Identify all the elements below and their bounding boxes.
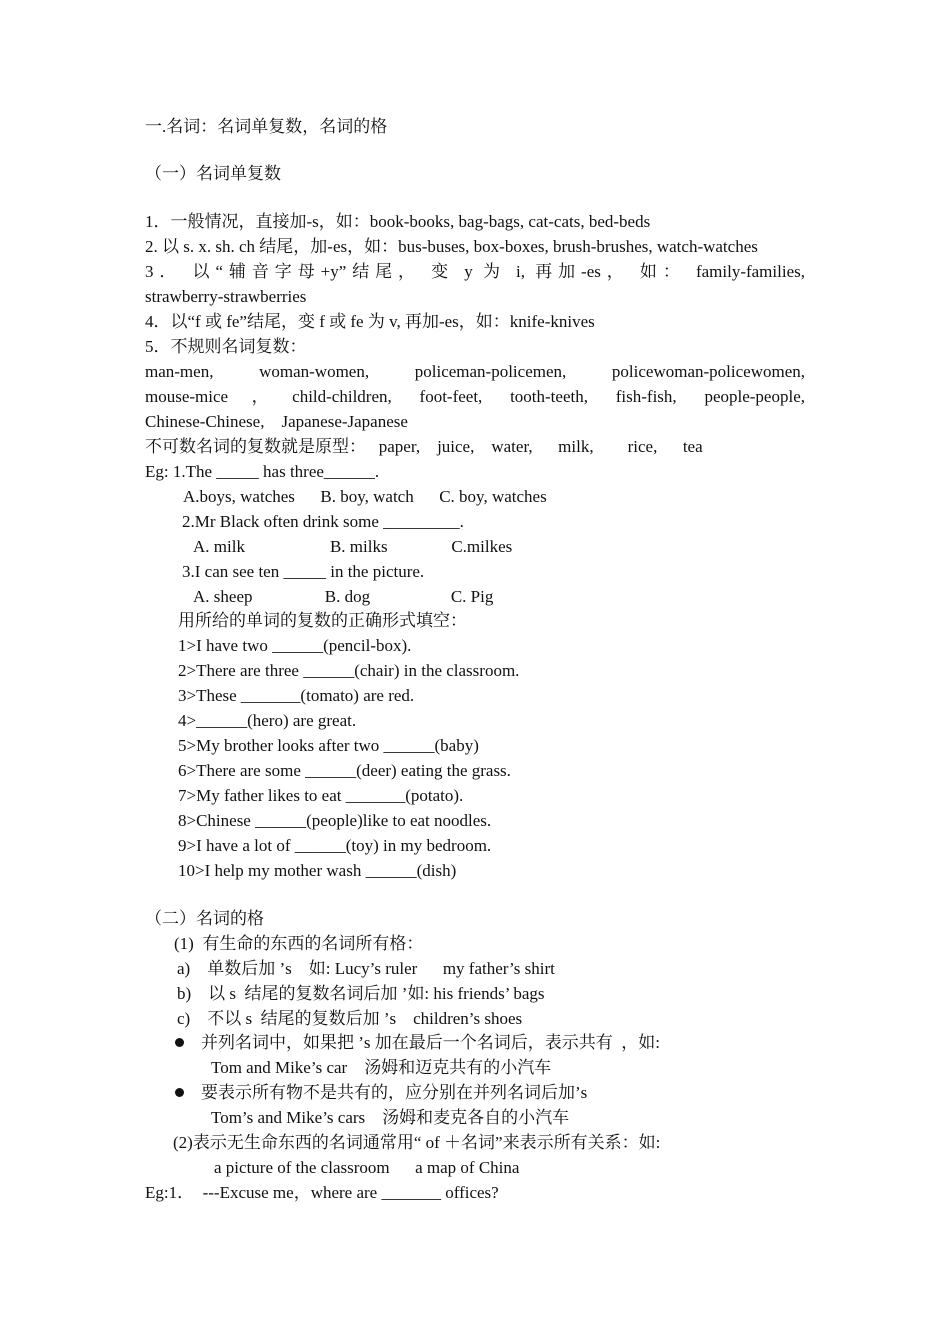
example-2-question: 2.Mr Black often drink some _________. [182,512,464,531]
rule-3: 3． 以“辅音字母+y”结尾， 变 y 为 i, 再加-es， 如： family-families, [145,262,805,281]
main-heading: 一.名词：名词单复数，名词的格 [145,117,388,136]
bullet-dot-1 [175,1038,184,1047]
fill-item-10: 10>I help my mother wash ______(dish) [178,861,457,880]
fill-item-5: 5>My brother looks after two ______(baby) [178,736,479,755]
section1-title: （一）名词单复数 [145,164,281,183]
bullet-1-text: 并列名词中，如果把 ’s 加在最后一个名词后，表示共有 ，如: [201,1033,660,1052]
possessive-item-c: c) 不以 s 结尾的复数后加 ’s children’s shoes [177,1009,523,1028]
uncountable-line: 不可数名词的复数就是原型： paper, juice, water, milk, rice, tea [145,437,703,456]
fill-item-1: 1>I have two ______(pencil-box). [178,636,412,655]
possessive-item-a: a) 单数后加 ’s 如: Lucy’s ruler my father’s shirt [177,959,555,978]
fill-item-7: 7>My father likes to eat _______(potato). [178,786,464,805]
irregular-line-2: mouse-mice，child-children, foot-feet, tooth-teeth, fish-fish, people-people, [145,387,805,406]
rule-2: 2. 以 s. x. sh. ch 结尾，加-es，如：bus-buses, box-boxes, brush-brushes, watch-watches [145,237,758,256]
irregular-line-1: man-men, woman-women, policeman-policemen, policewoman-policewomen, [145,362,805,381]
example-3-question: 3.I can see ten _____ in the picture. [182,562,425,581]
example-2-options: A. milk B. milks C.milkes [193,537,513,556]
rule-5: 5．不规则名词复数： [145,337,307,356]
fill-item-4: 4>______(hero) are great. [178,711,357,730]
possessive-sub-2: (2)表示无生命东西的名词通常用“ of ＋名词”来表示所有关系：如: [173,1133,661,1152]
fill-item-3: 3>These _______(tomato) are red. [178,686,415,705]
example-3-options: A. sheep B. dog C. Pig [193,587,494,606]
rule-4: 4．以“f 或 fe”结尾，变 f 或 fe 为 v, 再加-es，如：knife-knives [145,312,595,331]
possessive-item-b: b) 以 s 结尾的复数名词后加 ’如: his friends’ bags [177,984,545,1003]
bullet-1-example: Tom and Mike’s car 汤姆和迈克共有的小汽车 [211,1058,552,1077]
bullet-2-text: 要表示所有物不是共有的，应分别在并列名词后加’s [201,1083,588,1102]
bullet-dot-2 [175,1088,184,1097]
fill-item-8: 8>Chinese ______(people)like to eat noodles. [178,811,492,830]
rule-3-cont: strawberry-strawberries [145,287,307,306]
example-1-options: A.boys, watches B. boy, watch C. boy, watches [183,487,547,506]
bullet-2-example: Tom’s and Mike’s cars 汤姆和麦克各自的小汽车 [211,1108,570,1127]
section2-title: （二）名词的格 [145,909,264,928]
rule-1: 1．一般情况，直接加-s，如：book-books, bag-bags, cat-cats, bed-beds [145,212,651,231]
possessive-sub-1: (1) 有生命的东西的名词所有格： [174,934,424,953]
fill-item-9: 9>I have a lot of ______(toy) in my bedroom. [178,836,492,855]
fill-item-2: 2>There are three ______(chair) in the classroom. [178,661,520,680]
possessive-example-question: Eg:1． ---Excuse me，where are _______ offices? [145,1183,499,1202]
possessive-sub-2-example: a picture of the classroom a map of China [214,1158,520,1177]
fill-item-6: 6>There are some ______(deer) eating the grass. [178,761,511,780]
fill-exercise-title: 用所给的单词的复数的正确形式填空： [178,611,467,630]
irregular-line-3: Chinese-Chinese, Japanese-Japanese [145,412,408,431]
example-1-question: Eg: 1.The _____ has three______. [145,462,380,481]
